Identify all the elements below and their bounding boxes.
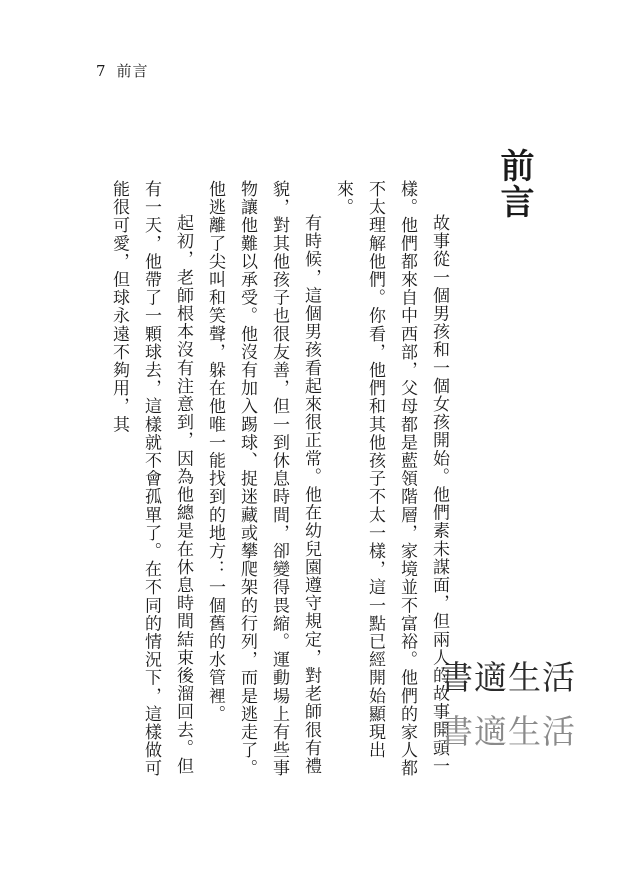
watermark-light: 書適生活 — [440, 712, 576, 751]
page-number: 7 — [96, 62, 107, 80]
running-head-section: 前言 — [116, 62, 149, 80]
body-text — [103, 180, 455, 780]
watermark-dark: 書適生活 — [440, 658, 576, 697]
paragraph-1: 故事從一個男孩和一個女孩開始。他們素未謀面，但兩人的故事開頭一樣。他們都來自中西部，父母都是藍領階層，家境並不富裕。他們的家人都不太理解他們。你看，他們和其他孩子不太一樣，這一點已經開始顯現出來。 — [333, 180, 449, 778]
paragraph-2: 有時候，這個男孩看起來很正常。他在幼兒園遵守規定，對老師很有禮貌，對其他孩子也很友善，但一到休息時間，卻變得畏縮。運動場上有些事物讓他難以承受。他沒有加入踢球、捉迷藏或攀爬架的行列，而是逃走了。他逃離了尖叫和笑聲，躲在他唯一能找到的地方：一個舊的水管裡。 — [205, 180, 321, 778]
running-head — [96, 60, 149, 81]
paragraph-3: 起初，老師根本沒有注意到，因為他總是在休息時間結束後溜回去。但有一天，他帶了一顆球去，這樣就不會孤單了。在不同的情況下，這樣做可能很可愛，但球永遠不夠用，其 — [109, 180, 193, 778]
chapter-title: 前言 — [494, 148, 534, 220]
